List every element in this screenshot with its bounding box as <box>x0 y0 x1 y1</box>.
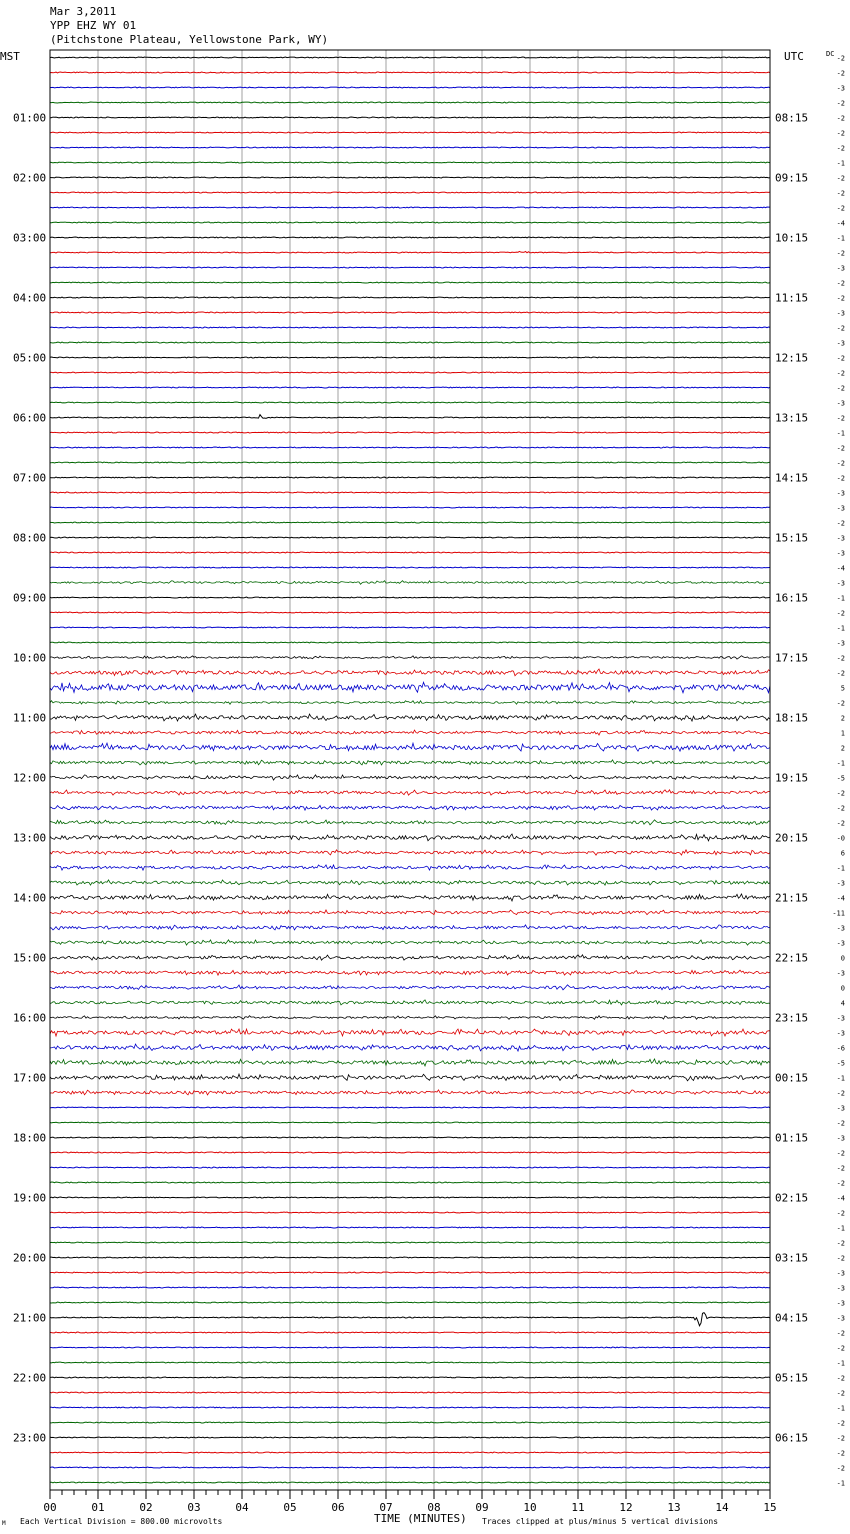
right-hour-label: 00:15 <box>775 1071 809 1085</box>
dc-offset-label: -3 <box>836 969 845 978</box>
trace-row <box>50 1482 770 1483</box>
left-hour-label: 03:00 <box>13 231 47 245</box>
clip-note: Traces clipped at plus/minus 5 vertical divisions <box>482 1517 719 1526</box>
right-hour-label: 05:15 <box>775 1371 809 1385</box>
dc-offset-label: -1 <box>836 429 845 438</box>
dc-offset-label: -1 <box>836 159 845 168</box>
trace-row <box>50 612 770 613</box>
dc-offset-label: -3 <box>836 309 845 318</box>
left-hour-label: 18:00 <box>13 1131 47 1145</box>
dc-offset-label: -3 <box>836 339 845 348</box>
right-hour-label: 14:15 <box>775 471 809 485</box>
dc-offset-label: -2 <box>836 69 845 78</box>
x-tick-label: 05 <box>283 1501 297 1514</box>
right-hour-label: 02:15 <box>775 1191 809 1205</box>
x-tick-label: 14 <box>715 1501 729 1514</box>
trace-row <box>50 581 770 584</box>
dc-offset-label: -2 <box>836 654 845 663</box>
dc-offset-label: -2 <box>836 384 845 393</box>
x-tick-label: 02 <box>139 1501 153 1514</box>
dc-offset-label: -3 <box>836 264 845 273</box>
left-hour-label: 13:00 <box>13 831 47 845</box>
trace-row <box>50 342 770 343</box>
trace-row <box>50 1227 770 1228</box>
left-hour-label: 06:00 <box>13 411 47 425</box>
right-hour-label: 22:15 <box>775 951 809 965</box>
trace-row <box>50 222 770 223</box>
minute-gridlines <box>98 50 722 1490</box>
trace-row <box>50 162 770 163</box>
trace-row <box>50 701 770 705</box>
trace-row <box>50 1467 770 1468</box>
dc-offset-label: -2 <box>836 144 845 153</box>
dc-offset-label: -6 <box>836 1044 845 1053</box>
trace-row <box>50 865 770 870</box>
dc-offset-label: -2 <box>836 294 845 303</box>
trace-row <box>50 1347 770 1348</box>
x-tick-label: 08 <box>427 1501 441 1514</box>
x-tick-label: 03 <box>187 1501 201 1514</box>
left-hour-label: 07:00 <box>13 471 47 485</box>
dc-offset-label: 4 <box>840 999 845 1008</box>
corner-mark: M <box>2 1520 6 1527</box>
right-hour-label: 13:15 <box>775 411 809 425</box>
trace-row <box>50 760 770 765</box>
axis-labels <box>13 55 845 1515</box>
dc-offset-label: -1 <box>836 594 845 603</box>
dc-offset-label: -2 <box>836 279 845 288</box>
trace-row <box>50 894 770 901</box>
trace-row <box>50 237 770 238</box>
trace-row <box>50 656 770 659</box>
trace-row <box>50 1090 770 1095</box>
dc-offset-label: -3 <box>836 924 845 933</box>
x-tick-label: 07 <box>379 1501 393 1514</box>
trace-row <box>50 57 770 58</box>
x-tick-label: 11 <box>571 1501 585 1514</box>
dc-offset-label: -2 <box>836 204 845 213</box>
right-hour-label: 06:15 <box>775 1431 809 1445</box>
trace-row <box>50 1313 770 1326</box>
station-location: (Pitchstone Plateau, Yellowstone Park, WY) <box>50 33 329 46</box>
trace-row <box>50 820 770 825</box>
trace-row <box>50 1332 770 1333</box>
dc-offset-label: -3 <box>836 1104 845 1113</box>
trace-row <box>50 1137 770 1138</box>
left-hour-label: 11:00 <box>13 711 47 725</box>
dc-offset-label: -2 <box>836 1164 845 1173</box>
x-tick-label: 00 <box>43 1501 57 1514</box>
trace-row <box>50 1452 770 1453</box>
dc-offset-label: -1 <box>836 864 845 873</box>
dc-offset-label: -2 <box>836 54 845 63</box>
dc-offset-label: -1 <box>836 1224 845 1233</box>
dc-offset-label: 0 <box>840 954 845 963</box>
x-tick-label: 06 <box>331 1501 345 1514</box>
trace-row <box>50 192 770 193</box>
dc-offset-label: -1 <box>836 1404 845 1413</box>
trace-row <box>50 177 770 178</box>
dc-offset-label: -4 <box>836 894 845 903</box>
trace-row <box>50 1000 770 1005</box>
trace-row <box>50 492 770 493</box>
dc-offset-label: -1 <box>836 1359 845 1368</box>
dc-offset-label: -2 <box>836 324 845 333</box>
left-hour-label: 23:00 <box>13 1431 47 1445</box>
dc-offset-label: -1 <box>836 759 845 768</box>
dc-offset-label: -3 <box>836 549 845 558</box>
dc-offset-label: -4 <box>836 564 845 573</box>
trace-row <box>50 1107 770 1108</box>
trace-row <box>50 714 770 721</box>
dc-offset-label: -2 <box>836 1149 845 1158</box>
right-hour-label: 23:15 <box>775 1011 809 1025</box>
trace-row <box>50 1242 770 1243</box>
trace-row <box>50 1257 770 1258</box>
dc-offset-label: -4 <box>836 219 845 228</box>
trace-row <box>50 1152 770 1153</box>
trace-row <box>50 925 770 930</box>
dc-offset-label: -3 <box>836 1029 845 1038</box>
trace-row <box>50 567 770 568</box>
right-hour-label: 10:15 <box>775 231 809 245</box>
dc-offset-label: -2 <box>836 1089 845 1098</box>
dc-offset-label: -2 <box>836 1239 845 1248</box>
trace-row <box>50 402 770 403</box>
dc-offset-label: -3 <box>836 639 845 648</box>
dc-offset-label: 2 <box>840 714 845 723</box>
trace-row <box>50 312 770 313</box>
trace-row <box>50 72 770 73</box>
right-hour-label: 16:15 <box>775 591 809 605</box>
dc-offset-label: -2 <box>836 1254 845 1263</box>
dc-offset-label: -3 <box>836 1134 845 1143</box>
trace-row <box>50 880 770 885</box>
trace-row <box>50 415 770 419</box>
trace-row <box>50 730 770 735</box>
dc-offset-label: -2 <box>836 474 845 483</box>
right-hour-label: 11:15 <box>775 291 809 305</box>
dc-offset-label: 0 <box>840 984 845 993</box>
trace-row <box>50 970 770 975</box>
dc-offset-label: -3 <box>836 579 845 588</box>
dc-offset-label: -3 <box>836 84 845 93</box>
trace-row <box>50 522 770 523</box>
trace-row <box>50 1407 770 1408</box>
trace-row <box>50 1377 770 1378</box>
right-hour-label: 15:15 <box>775 531 809 545</box>
x-tick-label: 10 <box>523 1501 537 1514</box>
left-hour-label: 02:00 <box>13 171 47 185</box>
trace-row <box>50 1074 770 1081</box>
right-hour-label: 12:15 <box>775 351 809 365</box>
dc-offset-label: -2 <box>836 459 845 468</box>
trace-row <box>50 597 770 598</box>
trace-row <box>50 985 770 990</box>
trace-row <box>50 552 770 553</box>
trace-row <box>50 432 770 433</box>
left-hour-label: 14:00 <box>13 891 47 905</box>
left-hour-label: 15:00 <box>13 951 47 965</box>
left-hour-label: 01:00 <box>13 111 47 125</box>
left-hour-label: 21:00 <box>13 1311 47 1325</box>
dc-offset-label: -2 <box>836 609 845 618</box>
dc-offset-label: 1 <box>840 729 845 738</box>
trace-row <box>50 327 770 328</box>
dc-offset-label: -2 <box>836 174 845 183</box>
dc-offset-label: -0 <box>836 834 845 843</box>
trace-row <box>50 477 770 478</box>
dc-offset-label: -1 <box>836 624 845 633</box>
left-hour-label: 16:00 <box>13 1011 47 1025</box>
trace-row <box>50 790 770 795</box>
dc-label: DC <box>826 50 835 58</box>
right-hour-label: 20:15 <box>775 831 809 845</box>
trace-row <box>50 1287 770 1288</box>
x-tick-label: 01 <box>91 1501 105 1514</box>
right-hour-label: 04:15 <box>775 1311 809 1325</box>
trace-row <box>50 387 770 388</box>
trace-row <box>50 1122 770 1123</box>
trace-row <box>50 147 770 148</box>
right-hour-label: 17:15 <box>775 651 809 665</box>
trace-row <box>50 805 770 810</box>
plot-frame <box>50 50 770 1490</box>
trace-row <box>50 669 770 676</box>
dc-offset-label: -2 <box>836 1179 845 1188</box>
dc-offset-label: 2 <box>840 744 845 753</box>
trace-row <box>50 297 770 298</box>
trace-row <box>50 743 770 751</box>
x-tick-label: 13 <box>667 1501 681 1514</box>
x-axis-title: TIME (MINUTES) <box>374 1512 467 1525</box>
right-hour-label: 19:15 <box>775 771 809 785</box>
right-hour-label: 09:15 <box>775 171 809 185</box>
dc-offset-label: -2 <box>836 369 845 378</box>
trace-row <box>50 955 770 960</box>
trace-row <box>50 627 770 628</box>
right-hour-label: 08:15 <box>775 111 809 125</box>
dc-offset-label: -2 <box>836 1209 845 1218</box>
dc-offset-label: -2 <box>836 99 845 108</box>
dc-offset-label: -2 <box>836 1464 845 1473</box>
dc-offset-label: -2 <box>836 819 845 828</box>
left-hour-label: 08:00 <box>13 531 47 545</box>
dc-offset-label: -1 <box>836 1074 845 1083</box>
left-timezone-label: MST <box>0 50 20 63</box>
dc-offset-label: -3 <box>836 1014 845 1023</box>
left-hour-label: 22:00 <box>13 1371 47 1385</box>
station-code: YPP EHZ WY 01 <box>50 19 137 32</box>
right-hour-label: 21:15 <box>775 891 809 905</box>
dc-offset-label: -3 <box>836 489 845 498</box>
trace-row <box>50 642 770 643</box>
trace-row <box>50 850 770 855</box>
x-tick-label: 09 <box>475 1501 489 1514</box>
dc-offset-label: -2 <box>836 129 845 138</box>
right-hour-label: 03:15 <box>775 1251 809 1265</box>
trace-row <box>50 372 770 373</box>
dc-offset-label: -2 <box>836 189 845 198</box>
dc-offset-label: -11 <box>832 909 845 918</box>
trace-row <box>50 537 770 538</box>
trace-row <box>50 1182 770 1183</box>
dc-offset-label: -2 <box>836 1344 845 1353</box>
dc-offset-label: -2 <box>836 114 845 123</box>
dc-offset-label: -2 <box>836 804 845 813</box>
dc-offset-label: -2 <box>836 1329 845 1338</box>
right-hour-label: 01:15 <box>775 1131 809 1145</box>
trace-row <box>50 1059 770 1066</box>
dc-offset-label: -2 <box>836 1374 845 1383</box>
right-timezone-label: UTC <box>784 50 804 63</box>
left-hour-label: 17:00 <box>13 1071 47 1085</box>
trace-row <box>50 940 770 945</box>
dc-offset-label: -3 <box>836 879 845 888</box>
dc-offset-label: -3 <box>836 1299 845 1308</box>
dc-offset-label: -2 <box>836 1434 845 1443</box>
dc-offset-label: -5 <box>836 1059 845 1068</box>
dc-offset-label: -3 <box>836 534 845 543</box>
dc-offset-label: -2 <box>836 1389 845 1398</box>
trace-row <box>50 87 770 88</box>
dc-offset-label: -2 <box>836 444 845 453</box>
trace-row <box>50 1016 770 1020</box>
vertical-scale-note: Each Vertical Division = 800.00 microvolts <box>20 1517 223 1526</box>
trace-row <box>50 462 770 463</box>
dc-offset-label: -1 <box>836 1479 845 1488</box>
dc-offset-label: 5 <box>840 684 845 693</box>
trace-row <box>50 1197 770 1198</box>
dc-offset-label: -5 <box>836 774 845 783</box>
dc-offset-label: -2 <box>836 519 845 528</box>
left-hour-label: 10:00 <box>13 651 47 665</box>
x-tick-label: 12 <box>619 1501 633 1514</box>
dc-offset-label: -2 <box>836 669 845 678</box>
dc-offset-label: -2 <box>836 414 845 423</box>
x-tick-label: 04 <box>235 1501 249 1514</box>
trace-row <box>50 910 770 915</box>
trace-row <box>50 1392 770 1393</box>
dc-offset-label: -3 <box>836 504 845 513</box>
dc-offset-label: -1 <box>836 234 845 243</box>
left-hour-label: 12:00 <box>13 771 47 785</box>
x-tick-label: 15 <box>763 1501 777 1514</box>
dc-offset-label: -2 <box>836 699 845 708</box>
trace-row <box>50 207 770 208</box>
plot-date: Mar 3,2011 <box>50 5 117 18</box>
dc-offset-label: -3 <box>836 1284 845 1293</box>
trace-row <box>50 117 770 118</box>
left-hour-label: 19:00 <box>13 1191 47 1205</box>
trace-row <box>50 447 770 448</box>
seismic-traces <box>50 57 770 1483</box>
trace-row <box>50 1044 770 1051</box>
trace-row <box>50 1167 770 1168</box>
dc-offset-label: -2 <box>836 789 845 798</box>
dc-offset-label: -2 <box>836 249 845 258</box>
trace-row <box>50 282 770 283</box>
trace-row <box>50 1302 770 1303</box>
trace-row <box>50 834 770 841</box>
left-hour-label: 09:00 <box>13 591 47 605</box>
trace-row <box>50 507 770 508</box>
trace-row <box>50 1029 770 1036</box>
dc-offset-label: -2 <box>836 354 845 363</box>
dc-offset-label: -2 <box>836 1119 845 1128</box>
trace-row <box>50 682 770 693</box>
dc-offset-label: -2 <box>836 1419 845 1428</box>
trace-row <box>50 357 770 358</box>
trace-row <box>50 1437 770 1438</box>
left-hour-label: 20:00 <box>13 1251 47 1265</box>
dc-offset-label: -3 <box>836 1269 845 1278</box>
dc-offset-label: -3 <box>836 1314 845 1323</box>
trace-row <box>50 132 770 133</box>
trace-row <box>50 1362 770 1363</box>
trace-row <box>50 102 770 103</box>
dc-offset-label: -3 <box>836 939 845 948</box>
right-hour-label: 18:15 <box>775 711 809 725</box>
dc-offset-label: -2 <box>836 1449 845 1458</box>
trace-row <box>50 251 770 253</box>
left-hour-label: 05:00 <box>13 351 47 365</box>
trace-row <box>50 1272 770 1273</box>
trace-row <box>50 1422 770 1423</box>
trace-row <box>50 1212 770 1213</box>
trace-row <box>50 267 770 268</box>
trace-row <box>50 775 770 780</box>
left-hour-label: 04:00 <box>13 291 47 305</box>
dc-offset-label: -3 <box>836 399 845 408</box>
dc-offset-label: 6 <box>840 849 845 858</box>
dc-offset-label: -4 <box>836 1194 845 1203</box>
